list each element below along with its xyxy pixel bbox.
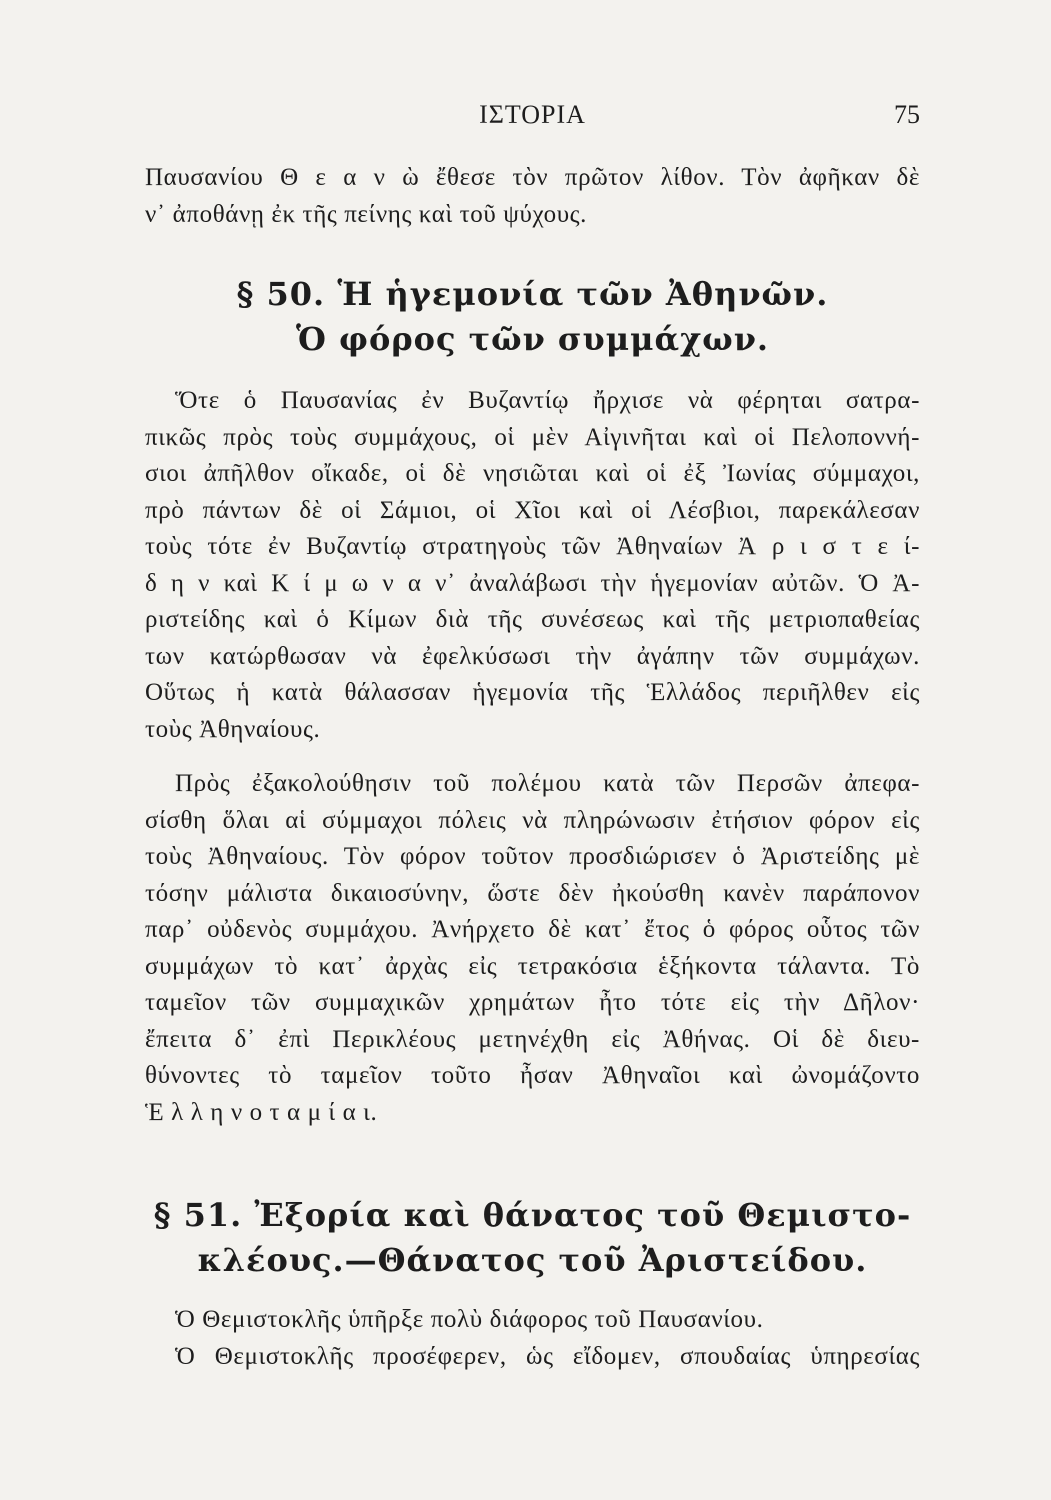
- text-line: τοὺς Ἀθηναίους. Τὸν φόρον τοῦτον προσδιώρισεν ὁ Ἀριστείδης μὲ: [145, 843, 920, 870]
- heading-line: Ὁ φόρος τῶν συμμάχων.: [295, 320, 770, 358]
- section-50-paragraph-2: [145, 766, 920, 1131]
- text-line: Ὁ Θεμιστοκλῆς ὑπῆρξε πολὺ διάφορος τοῦ Παυσανίου.: [175, 1306, 764, 1333]
- text-line: Ἑ λ λ η ν ο τ α μ ί α ι.: [145, 1098, 378, 1126]
- text-line: δ η ν καὶ Κ ί μ ω ν α ν᾿ ἀναλάβωσι τὴν ἡγεμονίαν αὐτῶν. Ὁ Ἀ-: [145, 569, 920, 597]
- text-line: συμμάχων τὸ κατ᾿ ἀρχὰς εἰς τετρακόσια ἑξήκοντα τάλαντα. Τὸ: [145, 952, 920, 980]
- text-line: τοὺς τότε ἐν Βυζαντίῳ στρατηγοὺς τῶν Ἀθηναίων Ἀ ρ ι σ τ ε ί-: [145, 533, 920, 560]
- text-line: Ὁ Θεμιστοκλῆς προσέφερεν, ὡς εἴδομεν, σπουδαίας ὑπηρεσίας: [175, 1342, 920, 1370]
- running-title: ΙΣΤΟΡΙΑ: [479, 100, 586, 129]
- text-line: των κατώρθωσαν νὰ ἐφελκύσωσι τὴν ἀγάπην τῶν συμμάχων.: [145, 642, 920, 670]
- text-line: Παυσανίου Θ ε α ν ὼ ἔθεσε τὸν πρῶτον λίθον. Τὸν ἀφῆκαν δὲ: [145, 164, 920, 191]
- page-number: 75: [894, 100, 920, 129]
- text-line: ἔπειτα δ᾿ ἐπὶ Περικλέους μετηνέχθη εἰς Ἀθήνας. Οἱ δὲ διευ-: [145, 1025, 920, 1053]
- text-line: τόσην μάλιστα δικαιοσύνην, ὥστε δὲν ἠκούσθη κανὲν παράπονον: [145, 879, 920, 907]
- text-line: σιοι ἀπῆλθον οἴκαδε, οἱ δὲ νησιῶται καὶ οἱ ἐξ Ἰωνίας σύμμαχοι,: [145, 460, 920, 487]
- running-head: [145, 100, 920, 140]
- text-line: ν᾿ ἀποθάνῃ ἐκ τῆς πείνης καὶ τοῦ ψύχους.: [145, 200, 588, 228]
- heading-line: κλέους.—Θάνατος τοῦ Ἀριστείδου.: [197, 1241, 868, 1279]
- section-51-paragraph-1: [145, 1302, 920, 1375]
- text-line: θύνοντες τὸ ταμεῖον τοῦτο ἦσαν Ἀθηναῖοι καὶ ὠνομάζοντο: [145, 1062, 920, 1089]
- text-line: τοὺς Ἀθηναίους.: [145, 715, 321, 743]
- text-line: ταμεῖον τῶν συμμαχικῶν χρημάτων ἦτο τότε εἰς τὴν Δῆλον·: [145, 989, 920, 1016]
- text-line: πρὸ πάντων δὲ οἱ Σάμιοι, οἱ Χῖοι καὶ οἱ Λέσβιοι, παρεκάλεσαν: [145, 496, 920, 524]
- text-line: Πρὸς ἐξακολούθησιν τοῦ πολέμου κατὰ τῶν Περσῶν ἀπεφα-: [175, 770, 920, 797]
- text-line: σίσθη ὅλαι αἱ σύμμαχοι πόλεις νὰ πληρώνωσιν ἐτήσιον φόρον εἰς: [145, 806, 920, 834]
- text-line: ριστείδης καὶ ὁ Κίμων διὰ τῆς συνέσεως καὶ τῆς μετριοπαθείας: [145, 606, 920, 633]
- section-50-paragraph-1: [145, 383, 920, 748]
- section-51-heading: [145, 1193, 920, 1283]
- text-line: Οὕτως ἡ κατὰ θάλασσαν ἡγεμονία τῆς Ἑλλάδος περιῆλθεν εἰς: [145, 679, 920, 706]
- text-line: Ὅτε ὁ Παυσανίας ἐν Βυζαντίῳ ἤρχισε νὰ φέρηται σατρα-: [175, 387, 920, 414]
- heading-line: § 51. Ἐξορία καὶ θάνατος τοῦ Θεμιστο-: [153, 1196, 912, 1234]
- section-50-heading: [145, 272, 920, 362]
- heading-line: § 50. Ἡ ἡγεμονία τῶν Ἀθηνῶν.: [236, 275, 829, 313]
- text-line: πικῶς πρὸς τοὺς συμμάχους, οἱ μὲν Αἰγινῆται καὶ οἱ Πελοποννή-: [145, 423, 920, 451]
- intro-paragraph: [145, 160, 920, 233]
- text-line: παρ᾿ οὐδενὸς συμμάχου. Ἀνήρχετο δὲ κατ᾿ ἔτος ὁ φόρος οὗτος τῶν: [145, 916, 920, 943]
